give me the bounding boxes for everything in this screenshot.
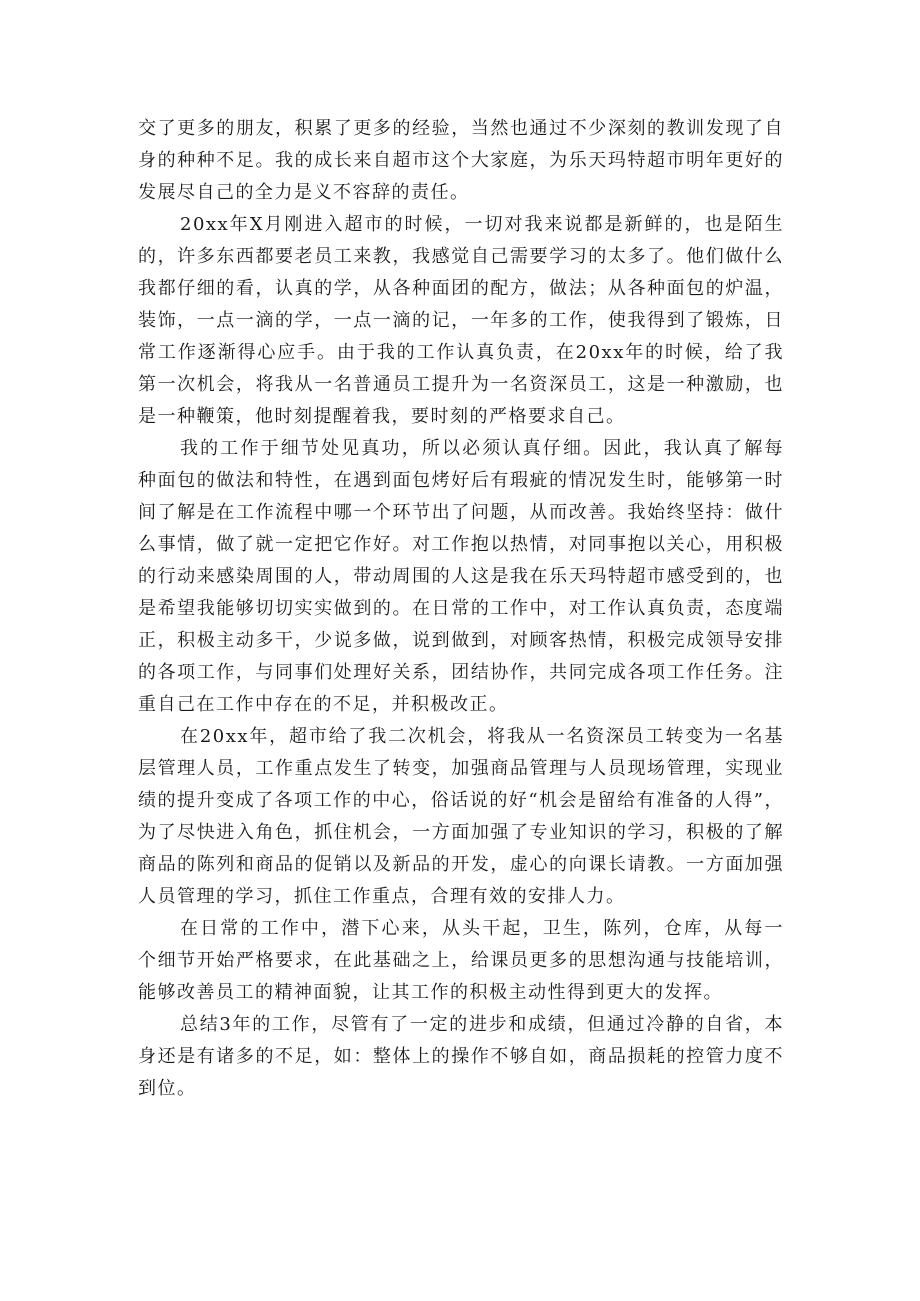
paragraph-6: 总结3年的工作，尽管有了一定的进步和成绩，但通过冷静的自省，本身还是有诸多的不足，如：整体上的操作不够自如，商品损耗的控管力度不到位。 xyxy=(138,1014,784,1099)
paragraph-2: 20xx年X月刚进入超市的时候，一切对我来说都是新鲜的，也是陌生的，许多东西都要老员工来教，我感觉自己需要学习的太多了。他们做什么我都仔细的看，认真的学，从各种面团的配方，做法；从各种面包的炉温，装饰，一点一滴的学，一点一滴的记，一年多的工作，使我得到了锻炼，日常工作逐渐得心应手。由于我的工作认真负责，在20xx年的时候，给了我第一次机会，将我从一名普通员工提升为一名资深员工，这是一种激励，也是一种鞭策，他时刻提醒着我，要时刻的严格要求自己。 xyxy=(138,214,784,427)
paragraph-3: 我的工作于细节处见真功，所以必须认真仔细。因此，我认真了解每种面包的做法和特性，在遇到面包烤好后有瑕疵的情况发生时，能够第一时间了解是在工作流程中哪一个环节出了问题，从而改善。我始终坚持：做什么事情，做了就一定把它作好。对工作抱以热情，对同事抱以关心，用积极的行动来感染周围的人，带动周围的人这是我在乐天玛特超市感受到的，也是希望我能够切切实实做到的。在日常的工作中，对工作认真负责，态度端正，积极主动多干，少说多做，说到做到，对顾客热情，积极完成领导安排的各项工作，与同事们处理好关系，团结协作，共同完成各项工作任务。注重自己在工作中存在的不足，并积极改正。 xyxy=(138,438,784,715)
document-body xyxy=(138,113,784,1105)
paragraph-1: 交了更多的朋友，积累了更多的经验，当然也通过不少深刻的教训发现了自身的种种不足。我的成长来自超市这个大家庭，为乐天玛特超市明年更好的发展尽自己的全力是义不容辞的责任。 xyxy=(138,118,784,203)
paragraph-5: 在日常的工作中，潜下心来，从头干起，卫生，陈列，仓库，从每一个细节开始严格要求，在此基础之上，给课员更多的思想沟通与技能培训，能够改善员工的精神面貌，让其工作的积极主动性得到更大的发挥。 xyxy=(138,918,784,1003)
paragraph-4: 在20xx年，超市给了我二次机会，将我从一名资深员工转变为一名基层管理人员，工作重点发生了转变，加强商品管理与人员现场管理，实现业绩的提升变成了各项工作的中心，俗话说的好“机会是留给有准备的人得”，为了尽快进入角色，抓住机会，一方面加强了专业知识的学习，积极的了解商品的陈列和商品的促销以及新品的开发，虚心的向课长请教。一方面加强人员管理的学习，抓住工作重点，合理有效的安排人力。 xyxy=(138,726,784,907)
